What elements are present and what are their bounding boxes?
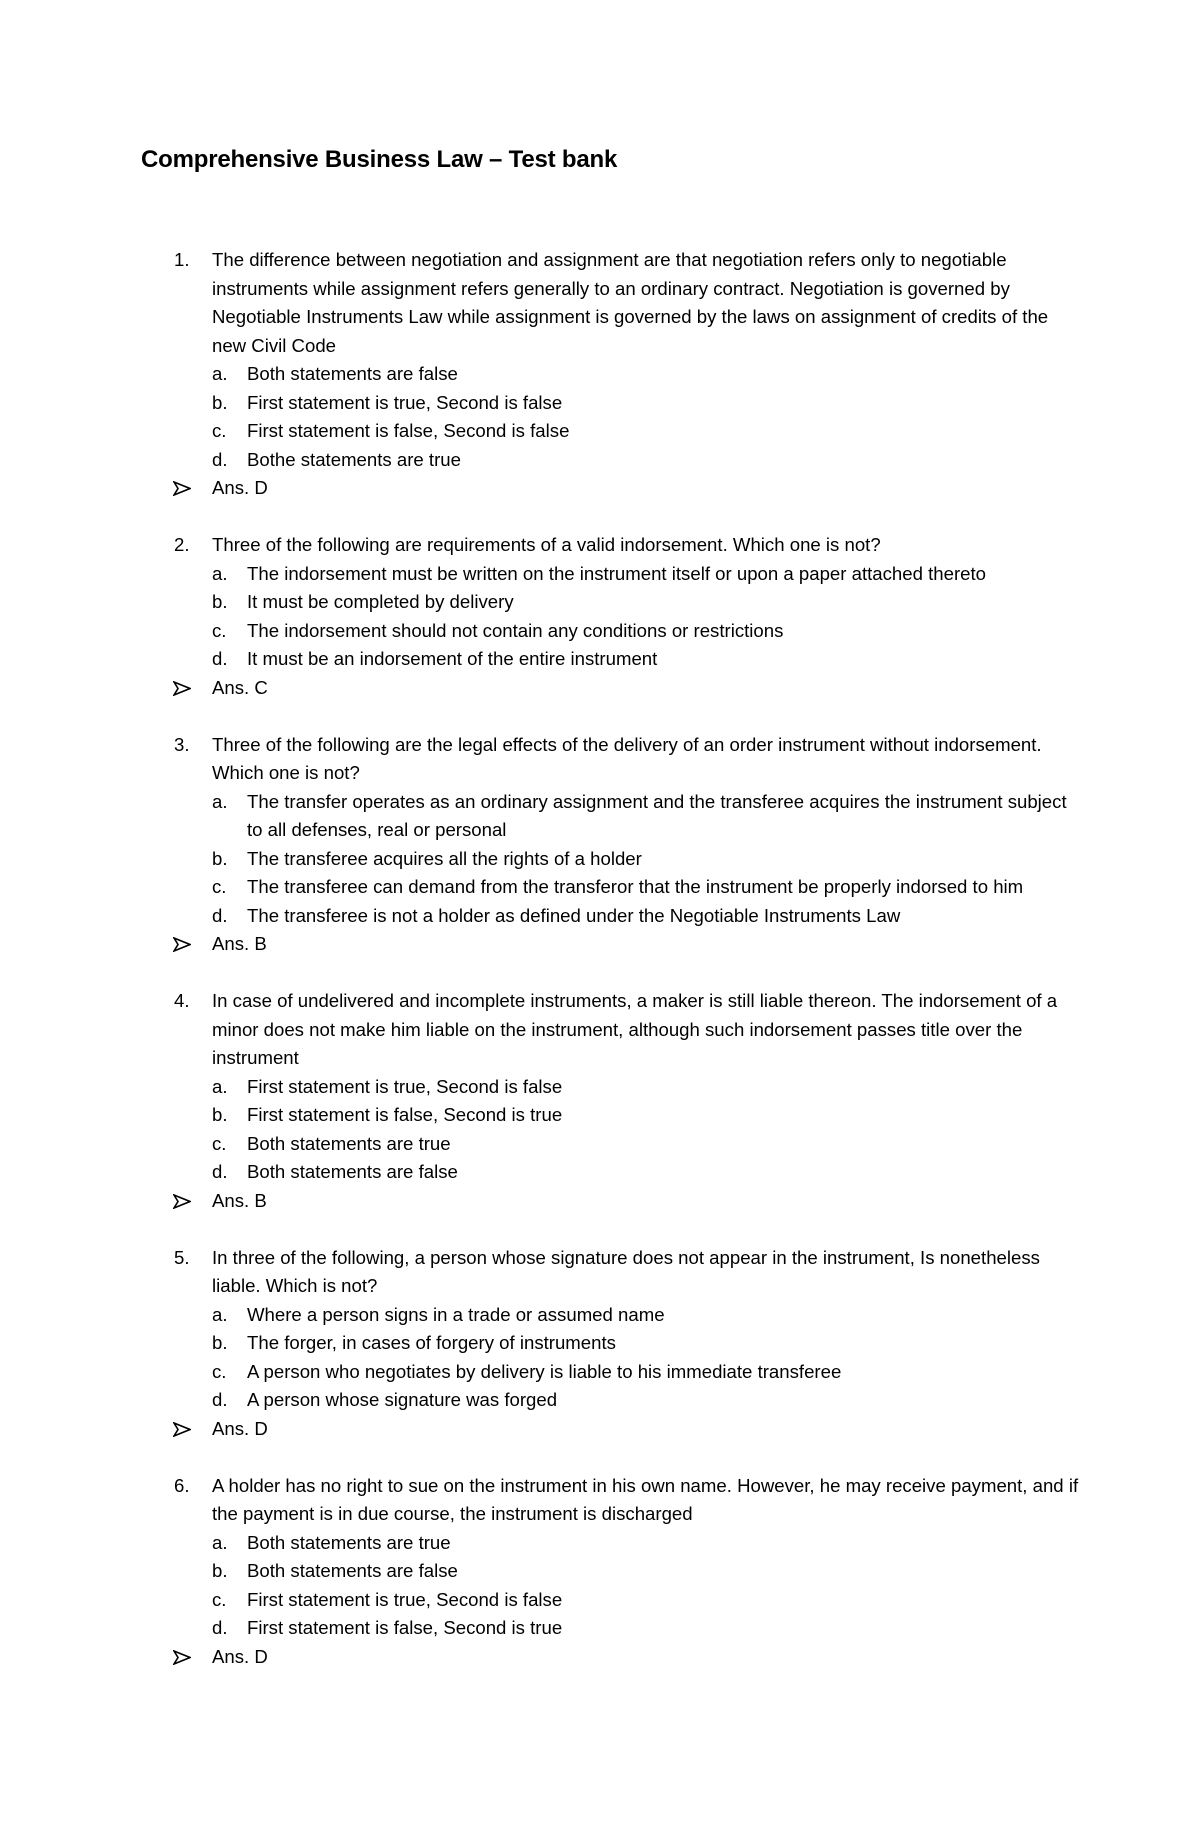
question-number: 5. xyxy=(174,1246,190,1268)
option-a xyxy=(141,560,1081,589)
option-letter: c. xyxy=(212,876,227,897)
option-letter: c. xyxy=(212,1132,227,1154)
option-letter: c. xyxy=(212,619,227,641)
option-letter: a. xyxy=(212,1303,228,1325)
question-number: 4. xyxy=(174,990,190,1011)
option-d xyxy=(141,645,1081,674)
option-text: First statement is true, Second is false xyxy=(247,1075,563,1097)
option-text: The transfer operates as an ordinary assignment and the transferee acquires the instrument subject to all defenses, real or personal xyxy=(247,790,1067,840)
question-number: 2. xyxy=(174,534,190,555)
question-stem xyxy=(141,531,1081,560)
option-list xyxy=(141,560,1081,674)
option-list xyxy=(141,788,1081,931)
option-d xyxy=(141,446,1081,475)
option-letter: c. xyxy=(212,420,227,441)
question-6 xyxy=(141,1472,1081,1672)
option-letter: b. xyxy=(212,591,228,612)
option-letter: b. xyxy=(212,391,228,413)
option-text: Both statements are true xyxy=(247,1132,451,1154)
question-5 xyxy=(141,1244,1081,1444)
option-letter: a. xyxy=(212,1531,228,1553)
option-letter: d. xyxy=(212,648,228,669)
option-text: The indorsement should not contain any conditions or restrictions xyxy=(247,619,784,641)
option-letter: a. xyxy=(212,1075,228,1097)
option-text: The forger, in cases of forgery of instruments xyxy=(247,1332,616,1353)
answer-text: Ans. D xyxy=(212,1645,268,1667)
option-c xyxy=(141,417,1081,446)
question-stem xyxy=(141,731,1081,788)
option-b xyxy=(141,1557,1081,1586)
answer-line xyxy=(141,1643,1081,1672)
option-text: Where a person signs in a trade or assumed name xyxy=(247,1303,665,1325)
question-text: In case of undelivered and incomplete instruments, a maker is still liable thereon. The indorsement of a minor does not make him liable on the instrument, although such indorsement passes title over the instrument xyxy=(212,990,1058,1068)
option-b xyxy=(141,588,1081,617)
option-letter: c. xyxy=(212,1588,227,1610)
question-stem xyxy=(141,1244,1081,1301)
arrow-bullet-icon xyxy=(173,681,191,696)
option-text: First statement is true, Second is false xyxy=(247,1588,563,1610)
question-3 xyxy=(141,731,1081,959)
option-c xyxy=(141,617,1081,646)
option-text: The indorsement must be written on the instrument itself or upon a paper attached thereto xyxy=(247,562,987,584)
option-a xyxy=(141,1301,1081,1330)
option-text: The transferee is not a holder as defined under the Negotiable Instruments Law xyxy=(247,904,901,926)
question-number: 1. xyxy=(174,249,190,270)
option-letter: a. xyxy=(212,790,228,812)
question-1 xyxy=(141,246,1081,503)
question-number: 6. xyxy=(174,1474,190,1496)
option-c xyxy=(141,873,1081,902)
document-title: Comprehensive Business Law – Test bank xyxy=(141,146,618,173)
option-b xyxy=(141,389,1081,418)
option-text: A person who negotiates by delivery is liable to his immediate transferee xyxy=(247,1360,842,1382)
option-d xyxy=(141,902,1081,931)
question-text: The difference between negotiation and assignment are that negotiation refers only to negotiable instruments while assignment refers generally to an ordinary contract. Negotiation is governed by Negotiable Instruments Law while assignment is governed by the laws on assignment of credits of the new Civil Code xyxy=(212,249,1049,356)
option-c xyxy=(141,1586,1081,1615)
option-a xyxy=(141,1073,1081,1102)
option-letter: a. xyxy=(212,562,228,584)
option-text: It must be completed by delivery xyxy=(247,591,514,612)
option-d xyxy=(141,1158,1081,1187)
option-letter: d. xyxy=(212,448,228,470)
option-text: Both statements are false xyxy=(247,363,458,384)
option-text: First statement is false, Second is true xyxy=(247,1617,563,1638)
question-text: Three of the following are the legal effects of the delivery of an order instrument without indorsement. Which one is not? xyxy=(212,733,1042,783)
answer-text: Ans. B xyxy=(212,933,267,954)
question-number: 3. xyxy=(174,733,190,755)
option-letter: d. xyxy=(212,1617,228,1638)
option-b xyxy=(141,845,1081,874)
question-2 xyxy=(141,531,1081,702)
answer-text: Ans. B xyxy=(212,1189,267,1211)
option-d xyxy=(141,1386,1081,1415)
option-text: First statement is false, Second is true xyxy=(247,1104,563,1125)
option-b xyxy=(141,1329,1081,1358)
option-a xyxy=(141,360,1081,389)
answer-text: Ans. D xyxy=(212,1417,268,1439)
question-stem xyxy=(141,246,1081,360)
option-letter: b. xyxy=(212,1332,228,1353)
arrow-bullet-icon xyxy=(173,1650,191,1665)
option-letter: b. xyxy=(212,847,228,869)
question-text: Three of the following are requirements of a valid indorsement. Which one is not? xyxy=(212,534,881,555)
question-list xyxy=(141,246,1081,1700)
option-letter: d. xyxy=(212,1161,228,1182)
option-c xyxy=(141,1358,1081,1387)
arrow-bullet-icon xyxy=(173,1194,191,1209)
arrow-bullet-icon xyxy=(173,937,191,952)
option-text: Both statements are true xyxy=(247,1531,451,1553)
question-text: In three of the following, a person whose signature does not appear in the instrument, Is nonetheless liable. Which is not? xyxy=(212,1246,1040,1296)
question-4 xyxy=(141,987,1081,1215)
option-letter: b. xyxy=(212,1560,228,1581)
option-letter: c. xyxy=(212,1360,227,1382)
answer-line xyxy=(141,1187,1081,1216)
option-text: Both statements are false xyxy=(247,1560,458,1581)
option-text: It must be an indorsement of the entire instrument xyxy=(247,648,658,669)
question-stem xyxy=(141,1472,1081,1529)
option-text: Bothe statements are true xyxy=(247,448,461,470)
option-letter: d. xyxy=(212,1389,228,1410)
option-a xyxy=(141,1529,1081,1558)
option-text: Both statements are false xyxy=(247,1161,458,1182)
option-a xyxy=(141,788,1081,845)
answer-line xyxy=(141,1415,1081,1444)
answer-line xyxy=(141,930,1081,959)
arrow-bullet-icon xyxy=(173,481,191,496)
option-list xyxy=(141,360,1081,474)
answer-line xyxy=(141,674,1081,703)
answer-text: Ans. C xyxy=(212,676,268,698)
answer-line xyxy=(141,474,1081,503)
question-text: A holder has no right to sue on the instrument in his own name. However, he may receive payment, and if the payment is in due course, the instrument is discharged xyxy=(212,1474,1079,1524)
option-text: First statement is false, Second is false xyxy=(247,420,570,441)
option-list xyxy=(141,1529,1081,1643)
option-text: The transferee acquires all the rights of a holder xyxy=(247,847,642,869)
answer-text: Ans. D xyxy=(212,477,268,498)
option-list xyxy=(141,1301,1081,1415)
option-text: The transferee can demand from the transferor that the instrument be properly indorsed to him xyxy=(247,876,1024,897)
option-b xyxy=(141,1101,1081,1130)
arrow-bullet-icon xyxy=(173,1422,191,1437)
option-list xyxy=(141,1073,1081,1187)
option-d xyxy=(141,1614,1081,1643)
question-stem xyxy=(141,987,1081,1073)
option-letter: a. xyxy=(212,363,228,384)
option-text: First statement is true, Second is false xyxy=(247,391,563,413)
option-letter: b. xyxy=(212,1104,228,1125)
option-text: A person whose signature was forged xyxy=(247,1389,558,1410)
option-letter: d. xyxy=(212,904,228,926)
option-c xyxy=(141,1130,1081,1159)
